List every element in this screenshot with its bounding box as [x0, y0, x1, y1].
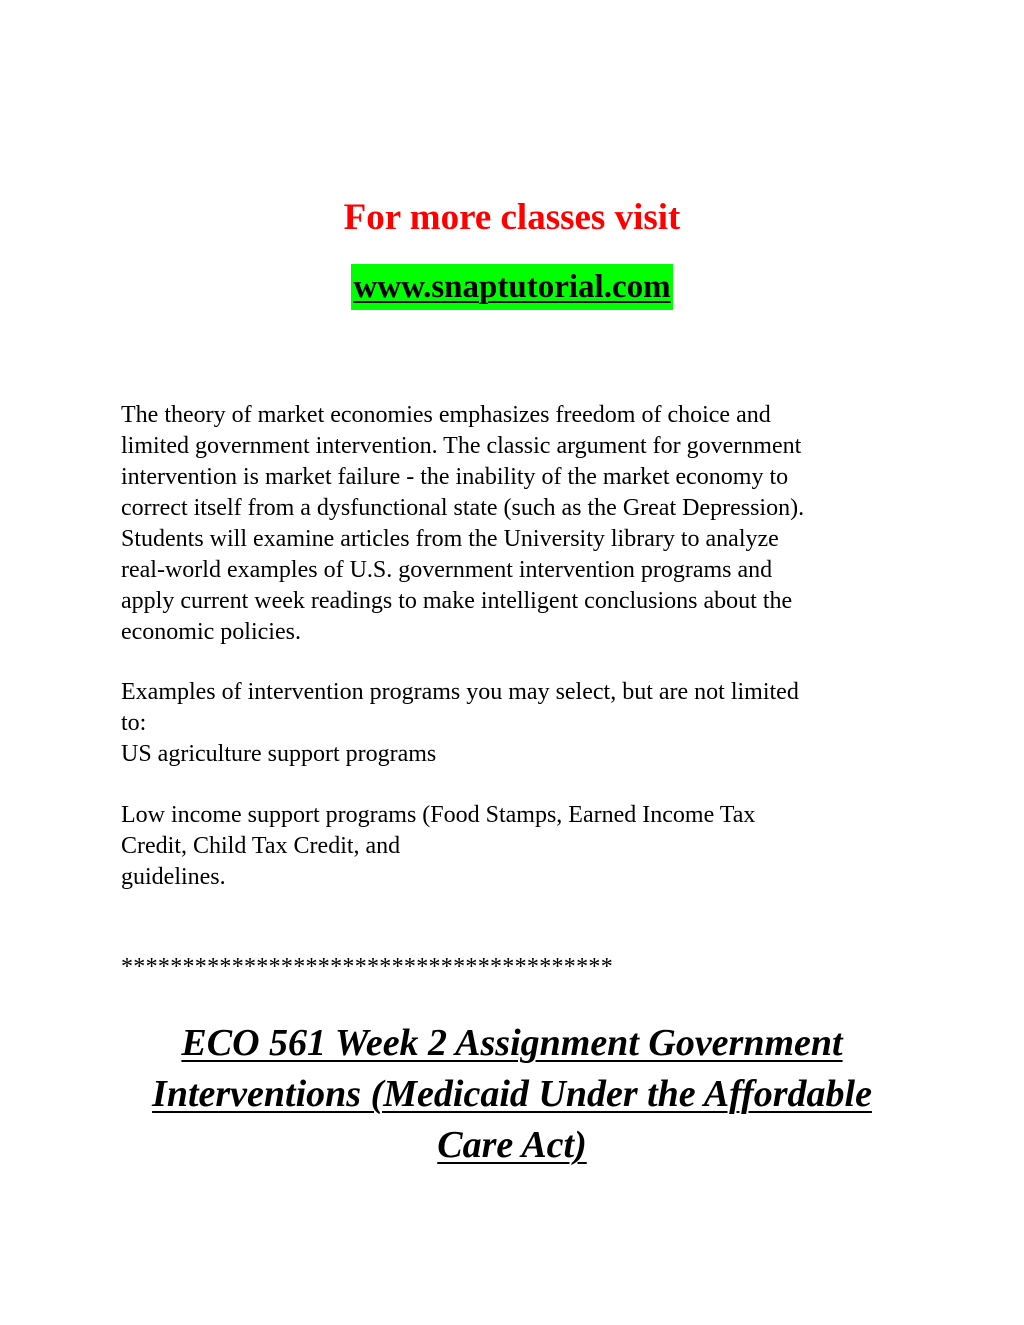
text-line: The theory of market economies emphasizes freedom of choice and [121, 402, 771, 428]
intro-paragraph [121, 400, 911, 648]
website-link[interactable]: www.snaptutorial.com [351, 264, 672, 310]
text-line: economic policies. [121, 619, 301, 645]
text-line: Examples of intervention programs you may select, but are not limited [121, 679, 799, 705]
text-line: to: [121, 710, 147, 736]
promo-headline: For more classes visit [343, 197, 681, 238]
text-line: Credit, Child Tax Credit, and [121, 833, 401, 859]
title-line: ECO 561 Week 2 Assignment Government [181, 1022, 843, 1064]
low-income-paragraph [121, 800, 911, 893]
text-line: Students will examine articles from the University library to analyze [121, 526, 779, 552]
text-line: real-world examples of U.S. government intervention programs and [121, 557, 773, 583]
text-line: US agriculture support programs [121, 741, 437, 767]
text-line: Low income support programs (Food Stamps, Earned Income Tax [121, 802, 756, 828]
text-line: intervention is market failure - the inability of the market economy to [121, 464, 789, 490]
examples-paragraph [121, 677, 911, 770]
title-line: Interventions (Medicaid Under the Affordable [152, 1073, 872, 1115]
text-line: guidelines. [121, 864, 226, 890]
asterisk-separator: **************************************** [121, 954, 613, 980]
text-line: correct itself from a dysfunctional state (such as the Great Depression). [121, 495, 805, 521]
title-line: Care Act) [437, 1124, 587, 1166]
assignment-title [100, 1018, 924, 1171]
text-line: apply current week readings to make intelligent conclusions about the [121, 588, 793, 614]
promo-link-container [0, 264, 1024, 310]
text-line: limited government intervention. The classic argument for government [121, 433, 802, 459]
